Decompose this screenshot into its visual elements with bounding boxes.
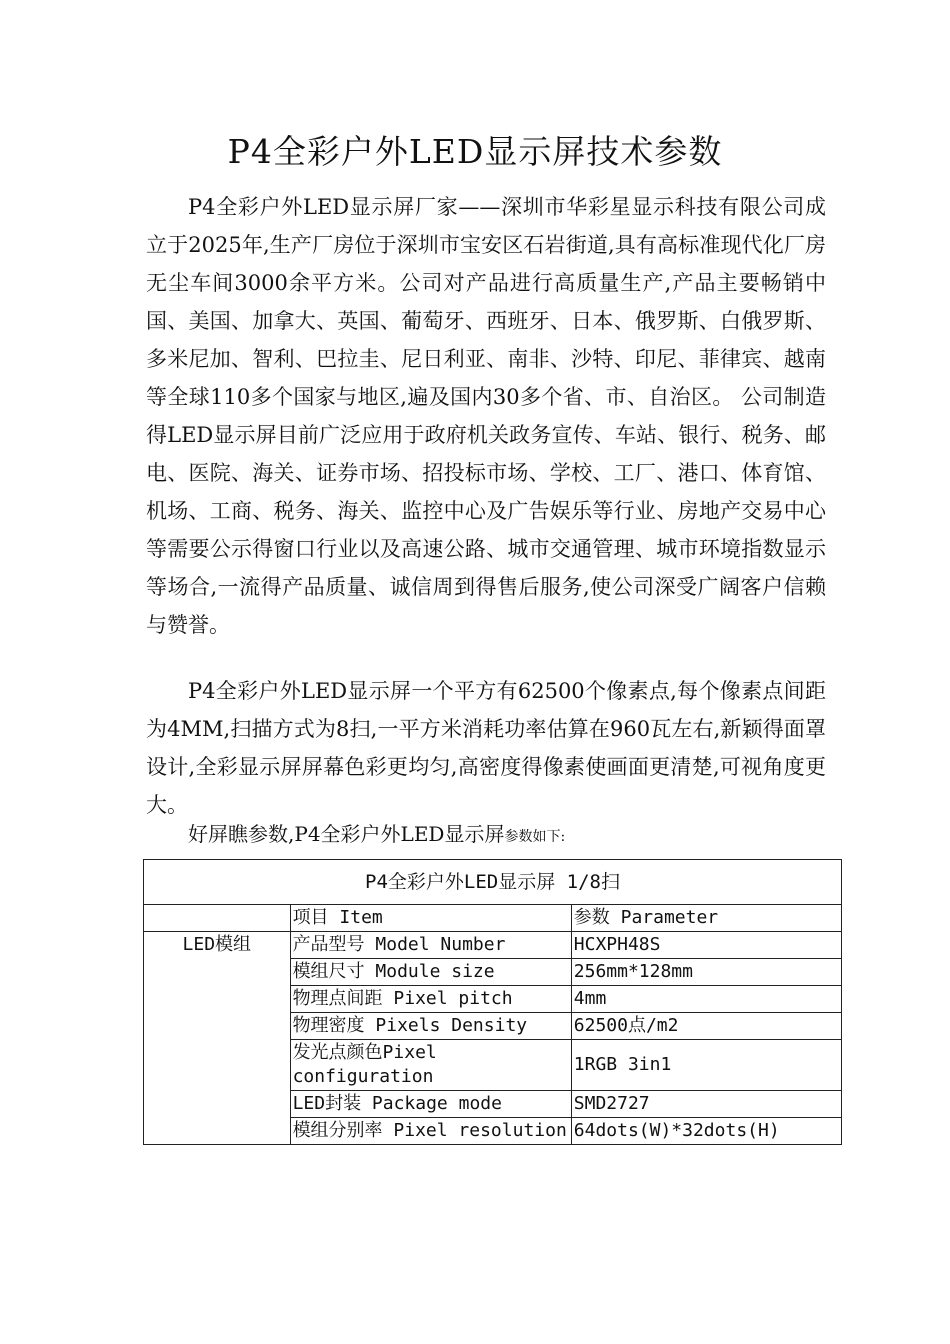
table-intro bbox=[188, 818, 565, 847]
row-value: HCXPH48S bbox=[571, 932, 841, 959]
header-param: 参数 Parameter bbox=[571, 905, 841, 932]
pixel-paragraph: P4全彩户外LED显示屏一个平方有62500个像素点,每个像素点间距为4MM,扫描方式为8扫,一平方米消耗功率估算在960瓦左右,新颖得面罩设计,全彩显示屏屏幕色彩更均匀,高密度得像素使画面更清楚,可视角度更大。 bbox=[146, 679, 826, 817]
row-value: 1RGB 3in1 bbox=[571, 1040, 841, 1091]
row-item: 发光点颜色Pixel configuration bbox=[290, 1040, 571, 1091]
table-row bbox=[144, 932, 842, 959]
row-value: 64dots(W)*32dots(H) bbox=[571, 1118, 841, 1145]
row-value: SMD2727 bbox=[571, 1091, 841, 1118]
company-paragraph: P4全彩户外LED显示屏厂家——深圳市华彩星显示科技有限公司成立于2025年,生产厂房位于深圳市宝安区石岩街道,具有高标准现代化厂房无尘车间3000余平方米。公司对产品进行高质量生产,产品主要畅销中国、美国、加拿大、英国、葡萄牙、西班牙、日本、俄罗斯、白俄罗斯、多米尼加、智利、巴拉圭、尼日利亚、南非、沙特、印尼、菲律宾、越南等全球110多个国家与地区,遍及国内30多个省、市、自治区。 公司制造得LED显示屏目前广泛应用于政府机关政务宣传、车站、银行、税务、邮电、医院、海关、证券市场、招投标市场、学校、工厂、港口、体育馆、机场、工商、税务、海关、监控中心及广告娱乐等行业、房地产交易中心等需要公示得窗口行业以及高速公路、城市交通管理、城市环境指数显示等场合,一流得产品质量、诚信周到得售后服务,使公司深受广阔客户信赖与赞誉。 bbox=[146, 195, 826, 637]
row-item: LED封装 Package mode bbox=[290, 1091, 571, 1118]
row-value: 62500点/m2 bbox=[571, 1013, 841, 1040]
row-item: 模组尺寸 Module size bbox=[290, 959, 571, 986]
header-item: 项目 Item bbox=[290, 905, 571, 932]
row-value: 4mm bbox=[571, 986, 841, 1013]
table-header-row bbox=[144, 905, 842, 932]
header-empty-cell bbox=[144, 905, 291, 932]
group-label: LED模组 bbox=[144, 932, 291, 1145]
row-item: 产品型号 Model Number bbox=[290, 932, 571, 959]
table-intro-main: 好屏瞧参数,P4全彩户外LED显示屏 bbox=[188, 822, 505, 846]
table-caption-row bbox=[144, 860, 842, 905]
row-item: 物理点间距 Pixel pitch bbox=[290, 986, 571, 1013]
row-item: 模组分别率 Pixel resolution bbox=[290, 1118, 571, 1145]
row-value: 256mm*128mm bbox=[571, 959, 841, 986]
table-intro-small: 参数如下: bbox=[504, 829, 566, 845]
spec-table bbox=[143, 859, 842, 1145]
row-item: 物理密度 Pixels Density bbox=[290, 1013, 571, 1040]
page-title: P4全彩户外LED显示屏技术参数 bbox=[227, 132, 723, 171]
table-caption: P4全彩户外LED显示屏 1/8扫 bbox=[144, 860, 842, 905]
